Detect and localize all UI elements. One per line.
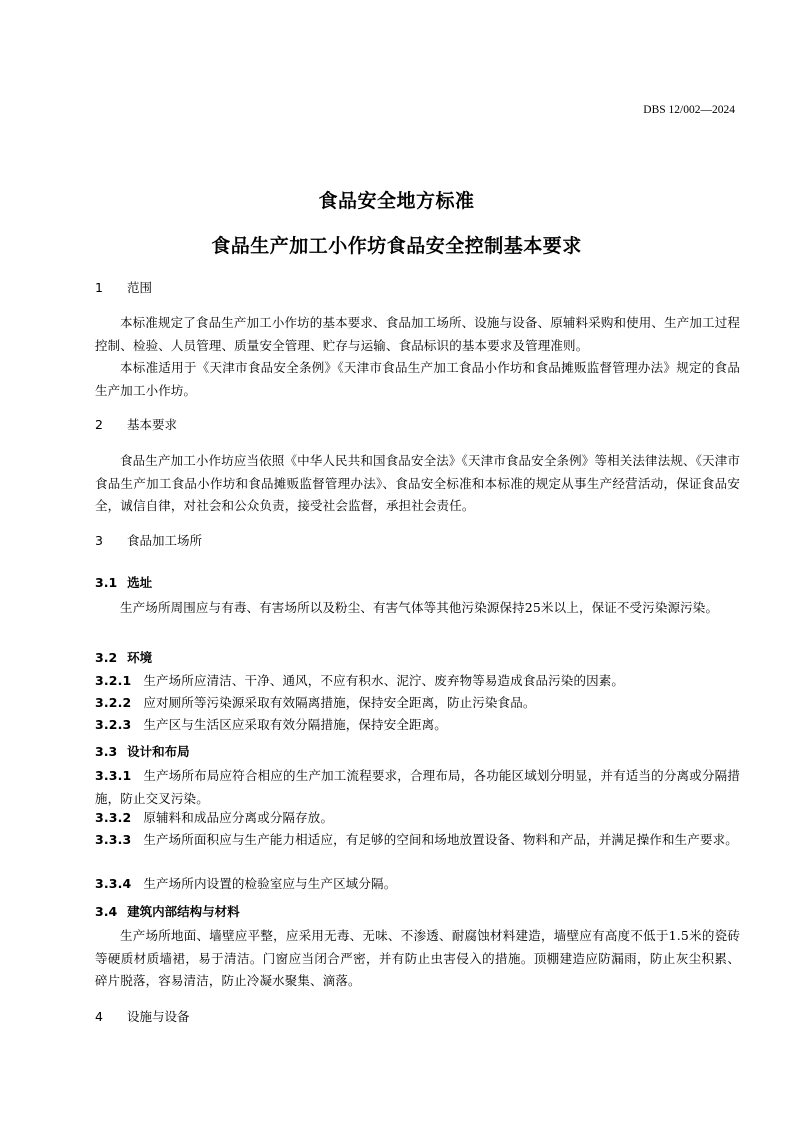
section-3-2-heading: 3.2 环境 — [95, 650, 153, 665]
section-3-heading: 3 食品加工场所 — [95, 533, 203, 548]
section-2-paragraph-1: 食品生产加工小作坊应当依照《中华人民共和国食品安全法》《天津市食品安全条例》等相关法律法规、《天津市食品生产加工食品小作坊和食品摊贩监督管理办法》、食品安全标准和本标准的规定从事生产经营活动，保证食品安全，诚信自律，对社会和公众负责，接受社会监督，承担社会责任。 — [95, 453, 741, 513]
section-1-paragraph-2: 本标准适用于《天津市食品安全条例》《天津市食品生产加工食品小作坊和食品摊贩监督管理办法》规定的食品生产加工小作坊。 — [95, 360, 740, 398]
section-2-heading: 2 基本要求 — [95, 417, 178, 432]
document-title-line2: 食品生产加工小作坊食品安全控制基本要求 — [211, 235, 582, 257]
clause-3-3-2: 3.3.2 原辅料和成品应分离或分隔存放。 — [95, 810, 334, 825]
clause-3-3-1: 3.3.1 生产场所布局应符合相应的生产加工流程要求，合理布局，各功能区域划分明显，并有适当的分离或分隔措施，防止交叉污染。 — [95, 768, 740, 806]
clause-3-3-3: 3.3.3 生产场所面积应与生产能力相适应，有足够的空间和场地放置设备、物料和产品，并满足操作和生产要求。 — [95, 832, 738, 847]
standard-number: DBS 12/002—2024 — [643, 104, 735, 116]
section-3-4-heading: 3.4 建筑内部结构与材料 — [95, 904, 240, 919]
clause-3-2-3: 3.2.3 生产区与生活区应采取有效分隔措施，保持安全距离。 — [95, 717, 447, 732]
clause-3-2-2: 3.2.2 应对厕所等污染源采取有效隔离措施，保持安全距离，防止污染食品。 — [95, 695, 536, 710]
section-3-3-heading: 3.3 设计和布局 — [95, 744, 190, 759]
clause-3-3-4: 3.3.4 生产场所内设置的检验室应与生产区域分隔。 — [95, 876, 397, 891]
clause-3-2-1: 3.2.1 生产场所应清洁、干净、通风，不应有积水、泥泞、废弃物等易造成食品污染的因素。 — [95, 673, 625, 688]
section-1-heading: 1 范围 — [95, 280, 153, 295]
section-4-heading: 4 设施与设备 — [95, 1009, 190, 1024]
section-3-4-paragraph: 生产场所地面、墙壁应平整，应采用无毒、无味、不渗透、耐腐蚀材料建造，墙壁应有高度不低于1.5米的瓷砖等硬质材质墙裙，易于清洁。门窗应当闭合严密，并有防止虫害侵入的措施。顶棚建造应防漏雨，防止灰尘积累、碎片脱落，容易清洁，防止冷凝水聚集、滴落。 — [95, 928, 740, 988]
section-3-1-paragraph: 生产场所周围应与有毒、有害场所以及粉尘、有害气体等其他污染源保持25米以上，保证不受污染源污染。 — [120, 600, 719, 615]
section-1-paragraph-1: 本标准规定了食品生产加工小作坊的基本要求、食品加工场所、设施与设备、原辅料采购和使用、生产加工过程控制、检验、人员管理、质量安全管理、贮存与运输、食品标识的基本要求及管理准则。 — [95, 315, 740, 353]
section-3-1-heading: 3.1 选址 — [95, 575, 153, 590]
document-title-line1: 食品安全地方标准 — [318, 190, 475, 212]
